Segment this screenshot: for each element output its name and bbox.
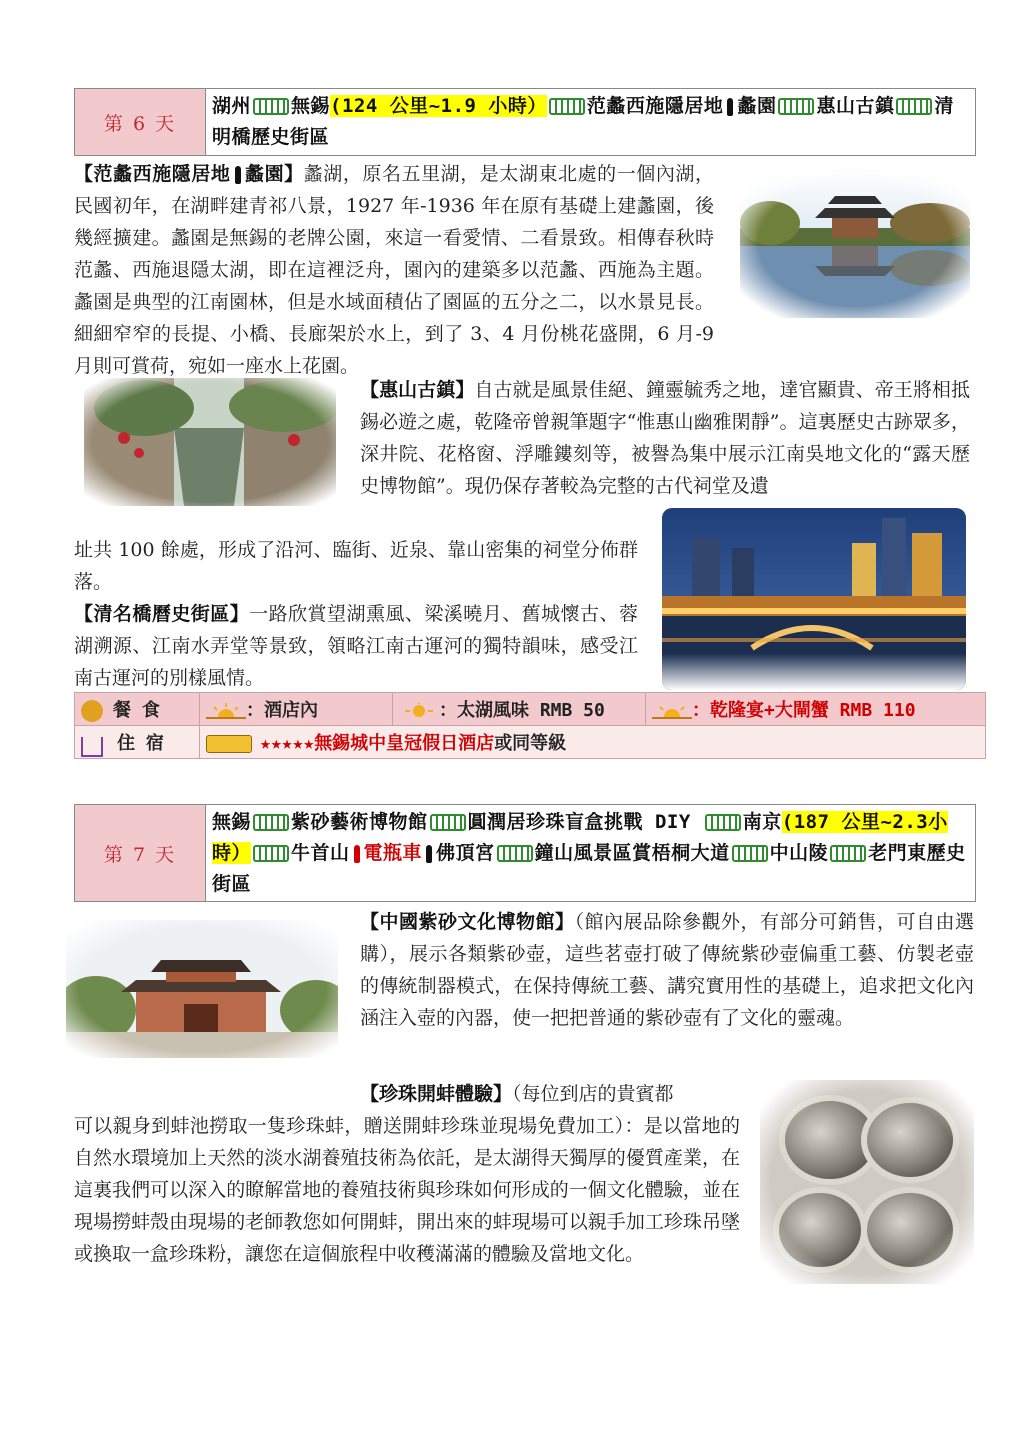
para-text: （每位到店的貴賓都 xyxy=(512,1083,674,1105)
zisha-museum-photo xyxy=(66,920,338,1058)
bus-icon xyxy=(549,98,585,115)
bus-icon xyxy=(430,814,466,831)
bus-icon xyxy=(830,845,866,862)
dinner-text: ：乾隆宴+大閘蟹 RMB 110 xyxy=(692,700,916,721)
para-text: 可以親身到蚌池撈取一隻珍珠蚌，贈送開蚌珍珠並現場免費加工）：是以當地的自然水環境加上天然的淡水湖養殖技術為依託，是太湖得天獨厚的優質產業，在這裏我們可以深入的瞭解當地的養殖技術與珍珠如何形成的一個文化體驗，並在現場撈蚌殼由現場的老師教您如何開蚌，開出來的蚌現場可以親手加工珍珠吊墜或換取一盒珍珠粉，讓您在這個旅程中收穫滿滿的體驗及當地文化。 xyxy=(74,1115,740,1265)
para-title: 【清名橋曆史街區】 xyxy=(74,603,250,625)
route-stop: 圓潤居珍珠盲盒挑戰 DIY xyxy=(467,811,691,833)
route-stop: 佛頂宮 xyxy=(436,842,495,864)
route-stop: 南京 xyxy=(742,811,782,833)
para-text: 蠡湖，原名五里湖，是太湖東北處的一個內湖，民國初年，在湖畔建青祁八景，1927 年-1936 年在原有基礎上建蠡園，後幾經擴建。蠡園是無錫的老牌公園，來這一看愛情、二看景致。相傳春秋時范蠡、西施退隱太湖，即在這裡泛舟，園內的建築多以范蠡、西施為主題。蠡園是典型的江南園林，但是水域面積佔了園區的五分之二，以水景見長。細細窄窄的長提、小橋、長廊架於水上，到了 3、4 月份桃花盛開，6 月-9 月則可賞荷，宛如一座水上花園。 xyxy=(74,163,714,377)
meal-label-cell xyxy=(75,693,200,726)
utensils-icon xyxy=(81,700,103,722)
meal-label: 餐 食 xyxy=(113,700,160,721)
route-stop: 清明橋歷史街區 xyxy=(212,95,954,148)
hotel-stars: ★★★★★ xyxy=(260,733,315,754)
hotel-suffix: 或同等級 xyxy=(494,733,567,754)
bus-icon xyxy=(896,98,932,115)
para-text: （館內展品除參觀外，有部分可銷售，可自由選購），展示各類紫砂壺，這些茗壺打破了傳統紫砂壺偏重工藝、仿製老壺的傳統制器模式，在保持傳統工藝、講究實用性的基礎上，追求把文化內涵注入壺的內器，使一把把普通的紫砂壺有了文化的靈魂。 xyxy=(360,911,974,1029)
day6-para2b xyxy=(74,534,638,598)
para-title: 【范蠡西施隱居地 xyxy=(74,163,231,185)
day6-route xyxy=(206,89,975,155)
pearl-mussel-photo xyxy=(760,1080,974,1284)
para-title: 【惠山古鎮】 xyxy=(360,379,475,401)
route-stop: 鐘山風景區賞梧桐大道 xyxy=(534,842,730,864)
lunch-cell xyxy=(393,693,646,726)
para-text: 址共 100 餘處，形成了沿河、臨街、近泉、靠山密集的祠堂分佈群落。 xyxy=(74,539,638,593)
stay-label-cell xyxy=(75,726,200,759)
bus-icon xyxy=(253,98,289,115)
route-distance: (124 公里~1.9 小時） xyxy=(330,95,547,117)
route-stop: 老門東歷史街區 xyxy=(212,842,966,895)
meal-row xyxy=(75,693,986,726)
li-garden-photo xyxy=(740,168,970,318)
day6-para2 xyxy=(360,374,970,502)
para-text: 一路欣賞望湖熏風、梁溪曉月、舊城懷古、蓉湖溯源、江南水弄堂等景致，領略江南古運河的獨特韻味，感受江南古運河的別樣風情。 xyxy=(74,603,638,689)
day6-header xyxy=(74,88,976,156)
dinner-cell xyxy=(646,693,986,726)
stay-row xyxy=(75,726,986,759)
sunset-icon xyxy=(652,703,692,719)
day7-para2-body xyxy=(74,1110,740,1270)
bus-icon xyxy=(497,845,533,862)
route-stop: 電瓶車 xyxy=(363,842,423,864)
route-stop: 惠山古鎮 xyxy=(816,95,895,117)
route-stop: 無錫 xyxy=(212,811,252,833)
route-stop: 范蠡西施隱居地 xyxy=(586,95,724,117)
day7-label: 第 7 天 xyxy=(75,805,206,901)
para-text: 自古就是風景佳絕、鐘靈毓秀之地，達官顯貴、帝王將相抵錫必遊之處，乾隆帝曾親筆題字“惟惠山幽雅閑靜”。這裏歷史古跡眾多，深井院、花格窗、浮雕鏤刻等，被譽為集中展示江南吳地文化的“露天歷史博物館”。現仍保存著較為完整的古代祠堂及遺 xyxy=(360,379,970,497)
route-stop: 無錫 xyxy=(291,95,331,117)
day7-para1 xyxy=(360,906,974,1034)
huishan-canal-photo xyxy=(84,378,336,506)
walking-person-icon xyxy=(354,845,360,863)
day6-para1 xyxy=(74,158,714,382)
home-icon xyxy=(81,737,103,757)
day7-para2-head xyxy=(360,1078,740,1110)
para-title: 蠡園】 xyxy=(244,163,304,185)
meal-stay-table xyxy=(74,692,986,759)
route-stop: 湖州 xyxy=(212,95,252,117)
breakfast-text: ：酒店內 xyxy=(246,700,318,721)
walking-person-icon xyxy=(727,98,733,116)
route-stop: 紫砂藝術博物館 xyxy=(291,811,428,833)
day7-route xyxy=(206,805,975,901)
para-title: 【中國紫砂文化博物館】 xyxy=(360,911,575,933)
breakfast-cell xyxy=(200,693,393,726)
day6-para3 xyxy=(74,598,638,694)
para-title: 【珍珠開蚌體驗】 xyxy=(360,1083,513,1105)
route-stop: 中山陵 xyxy=(769,842,829,864)
walking-person-icon xyxy=(426,845,432,863)
bus-icon xyxy=(732,845,768,862)
sunrise-icon xyxy=(206,703,246,719)
hotel-cell xyxy=(200,726,986,759)
bus-icon xyxy=(253,814,289,831)
route-stop: 牛首山 xyxy=(291,842,350,864)
sun-icon xyxy=(399,703,439,719)
stay-label: 住 宿 xyxy=(117,733,164,754)
day7-header xyxy=(74,804,976,902)
hotel-name: 無錫城中皇冠假日酒店 xyxy=(314,733,495,754)
route-distance: 小時） xyxy=(212,811,948,864)
route-stop: 蠡園 xyxy=(737,95,777,117)
night-canal-photo xyxy=(662,508,966,690)
bus-icon xyxy=(705,814,741,831)
walking-person-icon xyxy=(235,166,241,184)
day6-label: 第 6 天 xyxy=(75,89,206,155)
bus-icon xyxy=(253,845,289,862)
lunch-text: ：太湖風味 RMB 50 xyxy=(439,700,605,721)
bed-icon xyxy=(206,735,252,753)
bus-icon xyxy=(778,98,814,115)
route-distance: (187 公里~2.3 xyxy=(781,811,929,833)
